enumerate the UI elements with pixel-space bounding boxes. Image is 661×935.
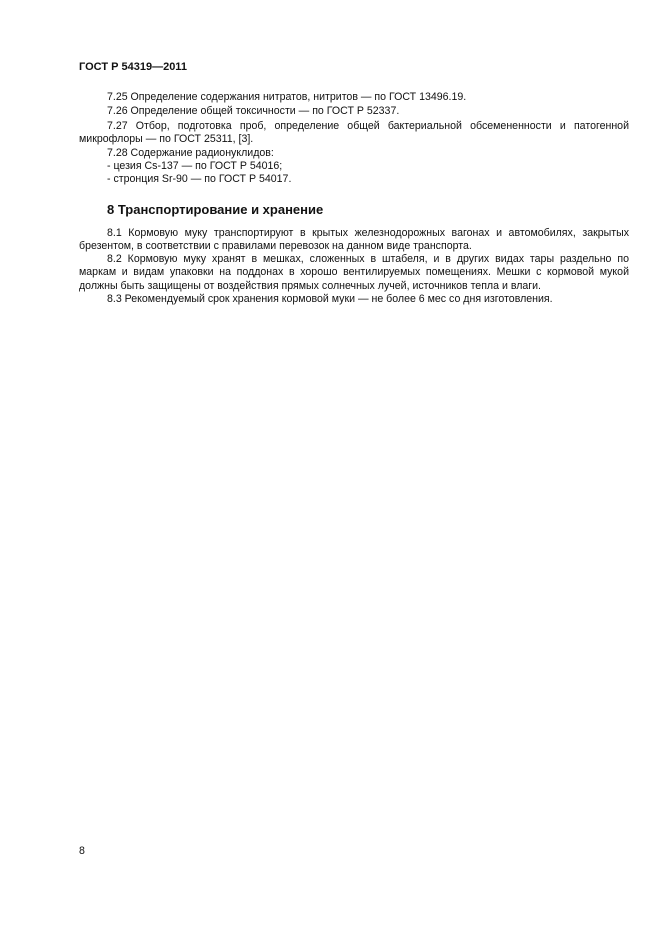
paragraph-8-1-line1: 8.1 Кормовую муку транспортируют в крытых железнодорожных вагонах и автомобилях, закрытых xyxy=(107,227,629,239)
paragraph-8-2-line1: 8.2 Кормовую муку хранят в мешках, сложенных в штабеля, и в других видах тары раздельно по xyxy=(107,253,629,265)
page-number: 8 xyxy=(79,845,85,857)
list-item-strontium: - стронция Sr-90 — по ГОСТ Р 54017. xyxy=(107,173,292,185)
paragraph-7-27-line2: микрофлоры — по ГОСТ 25311, [3]. xyxy=(79,133,254,145)
list-item-cesium: - цезия Cs-137 — по ГОСТ Р 54016; xyxy=(107,160,283,172)
paragraph-7-25: 7.25 Определение содержания нитратов, нитритов — по ГОСТ 13496.19. xyxy=(107,91,467,103)
paragraph-7-27-line1: 7.27 Отбор, подготовка проб, определение общей бактериальной обсемененности и патогенной xyxy=(107,120,629,132)
paragraph-7-26: 7.26 Определение общей токсичности — по ГОСТ Р 52337. xyxy=(107,105,400,117)
paragraph-8-3: 8.3 Рекомендуемый срок хранения кормовой муки — не более 6 мес со дня изготовления. xyxy=(107,293,553,305)
paragraph-7-28: 7.28 Содержание радионуклидов: xyxy=(107,147,274,159)
paragraph-8-2-line3: должны быть защищены от воздействия прямых солнечных лучей, источников тепла и влаги. xyxy=(79,280,541,292)
paragraph-8-2-line2: маркам и видам упаковки на поддонах в хорошо вентилируемых помещениях. Мешки с кормовой мукой xyxy=(79,266,629,278)
section-8-heading: 8 Транспортирование и хранение xyxy=(107,202,324,217)
document-code-header: ГОСТ Р 54319—2011 xyxy=(79,61,187,73)
paragraph-8-1-line2: брезентом, в соответствии с правилами перевозок на данном виде транспорта. xyxy=(79,240,472,252)
